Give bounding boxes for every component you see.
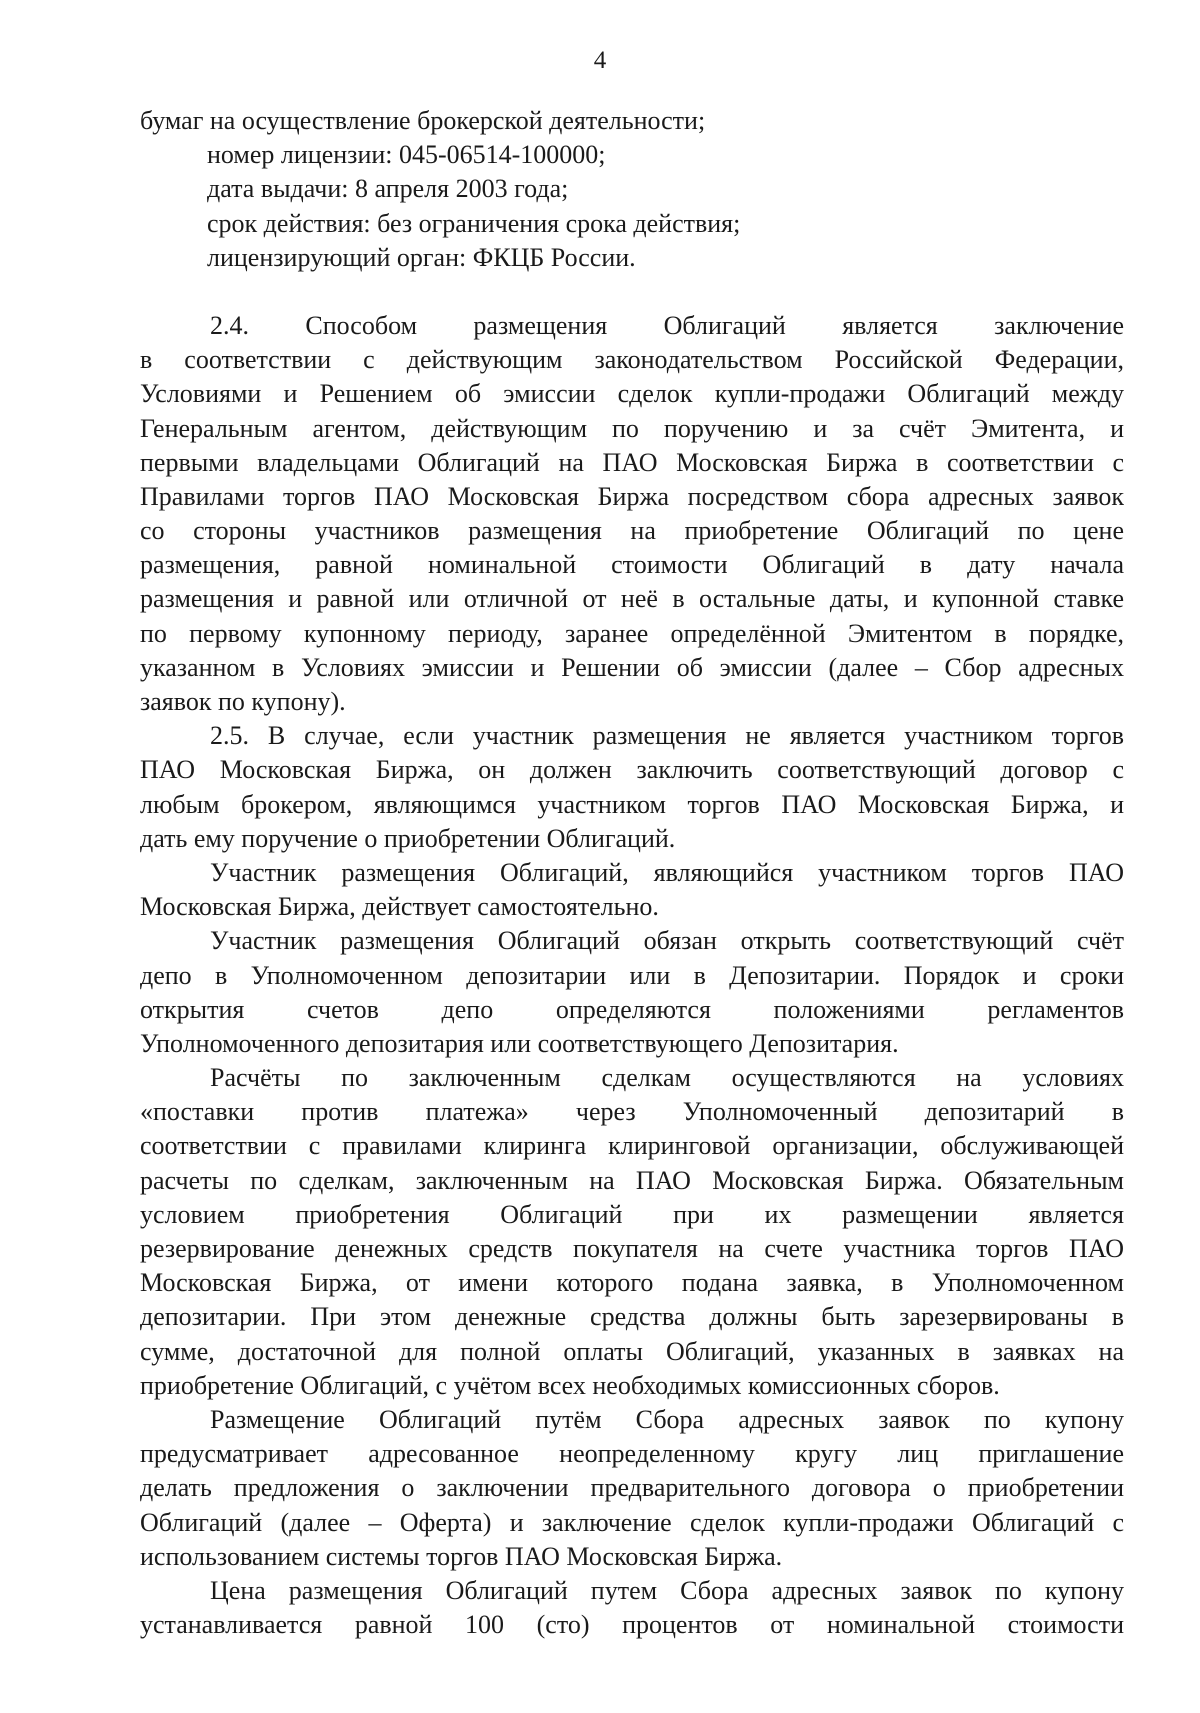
document-body: [140, 104, 1124, 1642]
text-line: «поставки против платежа» через Уполномоченный депозитарий в: [140, 1097, 1124, 1127]
paragraph-offer: [140, 1403, 1124, 1574]
text-line: размещения, равной номинальной стоимости Облигаций в дату начала: [140, 550, 1124, 580]
text-line: использованием системы торгов ПАО Московская Биржа.: [140, 1541, 783, 1571]
license-block: [140, 104, 1124, 275]
text-line: предусматривает адресованное неопределенному кругу лиц приглашение: [140, 1439, 1124, 1469]
text-line: Облигаций (далее – Оферта) и заключение сделок купли-продажи Облигаций с: [140, 1507, 1124, 1537]
text-line: дать ему поручение о приобретении Облигаций.: [140, 823, 676, 853]
text-line: устанавливается равной 100 (сто) процентов от номинальной стоимости: [140, 1610, 1124, 1640]
section-2-4: [140, 309, 1124, 719]
page-number: 4: [593, 47, 607, 74]
text-line: по первому купонному периоду, заранее определённой Эмитентом в порядке,: [140, 618, 1124, 648]
paragraph-depo-account: [140, 924, 1124, 1061]
text-line: со стороны участников размещения на приобретение Облигаций по цене: [140, 516, 1124, 546]
text-line: указанном в Условиях эмиссии и Решении об эмиссии (далее – Сбор адресных: [140, 652, 1124, 682]
paragraph-participant: [140, 856, 1124, 924]
text-line: 2.5. В случае, если участник размещения не является участником торгов: [210, 721, 1124, 751]
text-line: Размещение Облигаций путём Сбора адресных заявок по купону: [210, 1404, 1124, 1434]
text-line: депо в Уполномоченном депозитарии или в Депозитарии. Порядок и сроки: [140, 960, 1124, 990]
text-line: Условиями и Решением об эмиссии сделок купли-продажи Облигаций между: [140, 379, 1124, 409]
text-line: соответствии с правилами клиринга клиринговой организации, обслуживающей: [140, 1131, 1124, 1161]
text-line: Уполномоченного депозитария или соответствующего Депозитария.: [140, 1028, 899, 1058]
text-line: Московская Биржа, от имени которого подана заявка, в Уполномоченном: [140, 1268, 1124, 1298]
text-line: приобретение Облигаций, с учётом всех необходимых комиссионных сборов.: [140, 1370, 1000, 1400]
text-line: условием приобретения Облигаций при их размещении является: [140, 1199, 1124, 1229]
text-line: Расчёты по заключенным сделкам осуществляются на условиях: [210, 1063, 1124, 1093]
text-line: бумаг на осуществление брокерской деятельности;: [140, 106, 706, 135]
license-validity: срок действия: без ограничения срока действия;: [207, 208, 741, 238]
text-line: Цена размещения Облигаций путем Сбора адресных заявок по купону: [210, 1575, 1124, 1605]
text-line: первыми владельцами Облигаций на ПАО Московская Биржа в соответствии с: [140, 447, 1124, 477]
text-line: Генеральным агентом, действующим по поручению и за счёт Эмитента, и: [140, 413, 1124, 443]
text-line: 2.4. Способом размещения Облигаций является заключение: [210, 310, 1124, 340]
text-line: Участник размещения Облигаций, являющийся участником торгов ПАО: [210, 857, 1124, 887]
section-2-5: [140, 719, 1124, 856]
text-line: Правилами торгов ПАО Московская Биржа посредством сбора адресных заявок: [140, 481, 1124, 511]
text-line: в соответствии с действующим законодательством Российской Федерации,: [140, 345, 1124, 375]
text-line: депозитарии. При этом денежные средства должны быть зарезервированы в: [140, 1302, 1124, 1332]
text-line: размещения и равной или отличной от неё в остальные даты, и купонной ставке: [140, 584, 1124, 614]
text-line: ПАО Московская Биржа, он должен заключить соответствующий договор с: [140, 755, 1124, 785]
licensing-authority: лицензирующий орган: ФКЦБ России.: [207, 242, 636, 272]
paragraph-price: [140, 1574, 1124, 1642]
text-line: расчеты по сделкам, заключенным на ПАО Московская Биржа. Обязательным: [140, 1165, 1124, 1195]
text-line: любым брокером, являющимся участником торгов ПАО Московская Биржа, и: [140, 789, 1124, 819]
text-line: делать предложения о заключении предварительного договора о приобретении: [140, 1473, 1124, 1503]
text-line: заявок по купону).: [140, 687, 346, 716]
text-line: резервирование денежных средств покупателя на счете участника торгов ПАО: [140, 1234, 1124, 1263]
text-line: открытия счетов депо определяются положениями регламентов: [140, 994, 1124, 1024]
text-line: Московская Биржа, действует самостоятельно.: [140, 892, 659, 922]
text-line: сумме, достаточной для полной оплаты Облигаций, указанных в заявках на: [140, 1336, 1124, 1366]
license-issue-date: дата выдачи: 8 апреля 2003 года;: [207, 174, 569, 204]
license-number: номер лицензии: 045-06514-100000;: [207, 140, 606, 170]
paragraph-settlement: [140, 1061, 1124, 1403]
text-line: Участник размещения Облигаций обязан открыть соответствующий счёт: [210, 926, 1124, 956]
